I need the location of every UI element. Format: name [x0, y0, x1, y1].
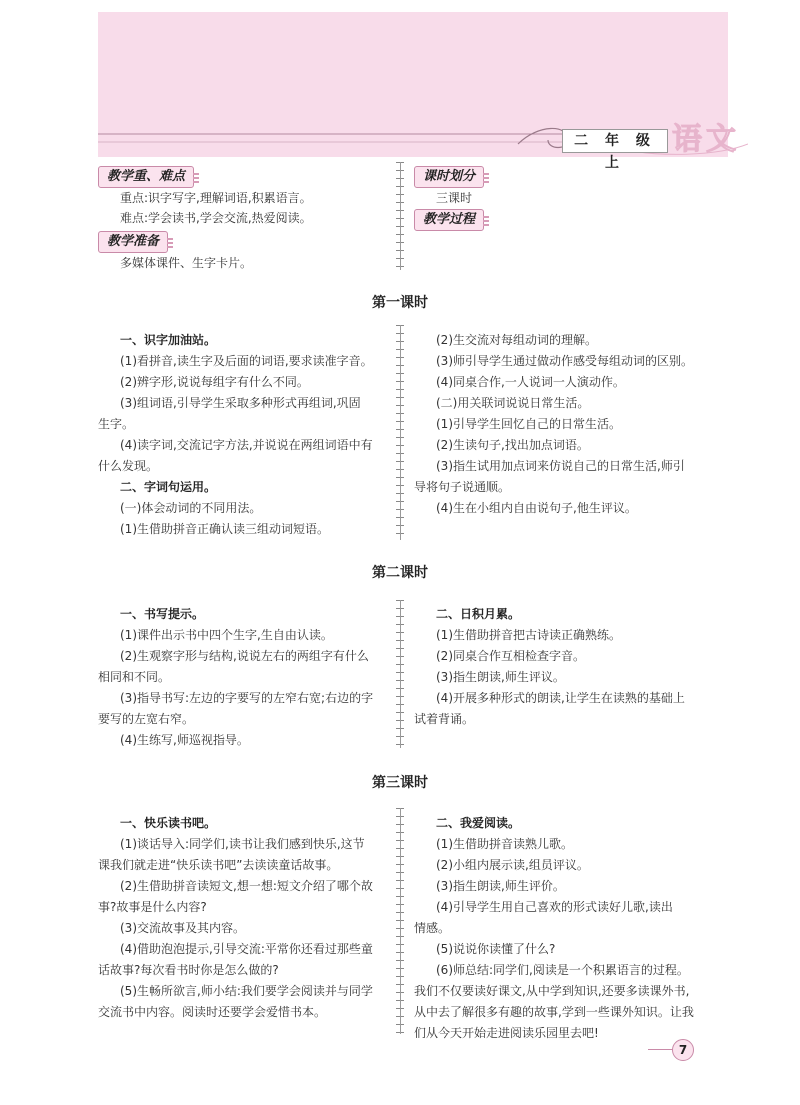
lesson1-left-line: (4)读字词,交流记字方法,并说说在两组词语中有 [120, 438, 373, 452]
lesson3-left-line: (5)生畅所欲言,师小结:我们要学会阅读并与同学 [120, 984, 373, 998]
lesson3-left-line: (1)谈话导入:同学们,读书让我们感到快乐,这节 [120, 837, 365, 851]
lesson1-right-line: (3)师引导学生通过做动作感受每组动词的区别。 [436, 354, 693, 368]
page-number: 7 [672, 1039, 694, 1061]
prep-line: 多媒体课件、生字卡片。 [120, 256, 253, 270]
lesson2-left-line: 要写的左宽右窄。 [98, 712, 195, 726]
lesson1-left-line: (2)辨字形,说说每组字有什么不同。 [120, 375, 309, 389]
lesson1-right-line: (2)生读句子,找出加点词语。 [436, 438, 589, 452]
lesson1-right-line: (1)引导学生回忆自己的日常生活。 [436, 417, 621, 431]
lesson2-right-line: 试着背诵。 [414, 712, 475, 726]
lesson1-left-line: 一、识字加油站。 [120, 333, 217, 347]
focus-line-2: 难点:学会读书,学会交流,热爱阅读。 [120, 211, 312, 225]
lesson3-left-line: 课我们就走进“快乐读书吧”去读读童话故事。 [98, 858, 339, 872]
period-tag: 课时划分 [414, 166, 484, 188]
lesson2-right-line: 二、日积月累。 [436, 607, 521, 621]
lesson1-left-line: 什么发现。 [98, 459, 159, 473]
lesson3-title: 第三课时 [372, 775, 428, 791]
lesson1-left-line: (3)组词语,引导学生采取多种形式再组词,巩固 [120, 396, 361, 410]
lesson2-title: 第二课时 [372, 565, 428, 581]
lesson3-left-line: (3)交流故事及其内容。 [120, 921, 245, 935]
lesson2-left-line: 相同和不同。 [98, 670, 171, 684]
lesson2-left-line: (2)生观察字形与结构,说说左右的两组字有什么 [120, 649, 369, 663]
lesson3-left-line: 事?故事是什么内容? [98, 900, 207, 914]
page-number-line [648, 1049, 674, 1050]
lesson1-right-line: (4)生在小组内自由说句子,他生评议。 [436, 501, 637, 515]
lesson1-left-line: 生字。 [98, 417, 135, 431]
lesson3-right-line: 我们不仅要读好课文,从中学到知识,还要多读课外书, [414, 984, 690, 998]
grade-label: 二 年 级 上 [562, 129, 668, 153]
lesson3-right-line: 情感。 [414, 921, 451, 935]
lesson1-right-line: (3)指生试用加点词来仿说自己的日常生活,师引 [436, 459, 685, 473]
focus-line-1: 重点:识字写字,理解词语,积累语言。 [120, 191, 312, 205]
lesson2-left-line: 一、书写提示。 [120, 607, 205, 621]
lesson3-left-line: 交流书中内容。阅读时还要学会爱惜书本。 [98, 1005, 327, 1019]
subject-label: 语文 [672, 122, 740, 157]
lesson1-left-line: 二、字词句运用。 [120, 480, 217, 494]
lesson1-right-line: (二)用关联词说说日常生活。 [436, 396, 590, 410]
prep-tag: 教学准备 [98, 231, 168, 253]
focus-tag: 教学重、难点 [98, 166, 194, 188]
lesson3-right-line: 二、我爱阅读。 [436, 816, 521, 830]
lesson2-right-line: (3)指生朗读,师生评议。 [436, 670, 565, 684]
lesson2-right-line: (1)生借助拼音把古诗读正确熟练。 [436, 628, 621, 642]
top-divider-line [400, 162, 401, 270]
lesson3-divider-line [400, 808, 401, 1034]
lesson3-right-line: (4)引导学生用自己喜欢的形式读好儿歌,读出 [436, 900, 673, 914]
lesson1-right-line: (4)同桌合作,一人说词一人演动作。 [436, 375, 625, 389]
lesson3-left-line: 一、快乐读书吧。 [120, 816, 217, 830]
lesson1-left-line: (一)体会动词的不同用法。 [120, 501, 262, 515]
lesson3-right-line: (1)生借助拼音读熟儿歌。 [436, 837, 573, 851]
lesson3-right-line: (3)指生朗读,师生评价。 [436, 879, 565, 893]
lesson3-right-line: 们从今天开始走进阅读乐园里去吧! [414, 1026, 599, 1040]
lesson3-right-line: 从中去了解很多有趣的故事,学到一些课外知识。让我 [414, 1005, 694, 1019]
lesson3-right-line: (5)说说你读懂了什么? [436, 942, 556, 956]
lesson2-right-line: (4)开展多种形式的朗读,让学生在读熟的基础上 [436, 691, 685, 705]
lesson3-right-line: (2)小组内展示读,组员评议。 [436, 858, 589, 872]
period-line: 三课时 [436, 191, 473, 205]
lesson2-divider-line [400, 600, 401, 748]
process-tag: 教学过程 [414, 209, 484, 231]
lesson2-left-line: (3)指导书写:左边的字要写的左窄右宽;右边的字 [120, 691, 374, 705]
lesson1-left-line: (1)生借助拼音正确认读三组动词短语。 [120, 522, 329, 536]
lesson2-left-line: (1)课件出示书中四个生字,生自由认读。 [120, 628, 333, 642]
lesson3-right-line: (6)师总结:同学们,阅读是一个积累语言的过程。 [436, 963, 689, 977]
lesson3-left-line: (4)借助泡泡提示,引导交流:平常你还看过那些童 [120, 942, 373, 956]
lesson1-right-line: (2)生交流对每组动词的理解。 [436, 333, 597, 347]
lesson2-right-line: (2)同桌合作互相检查字音。 [436, 649, 585, 663]
lesson1-title: 第一课时 [372, 295, 428, 311]
lesson2-left-line: (4)生练写,师巡视指导。 [120, 733, 249, 747]
lesson1-right-line: 导将句子说通顺。 [414, 480, 511, 494]
lesson1-divider-line [400, 325, 401, 540]
lesson1-left-line: (1)看拼音,读生字及后面的词语,要求读准字音。 [120, 354, 373, 368]
lesson3-left-line: 话故事?每次看书时你是怎么做的? [98, 963, 279, 977]
lesson3-left-line: (2)生借助拼音读短文,想一想:短文介绍了哪个故 [120, 879, 373, 893]
